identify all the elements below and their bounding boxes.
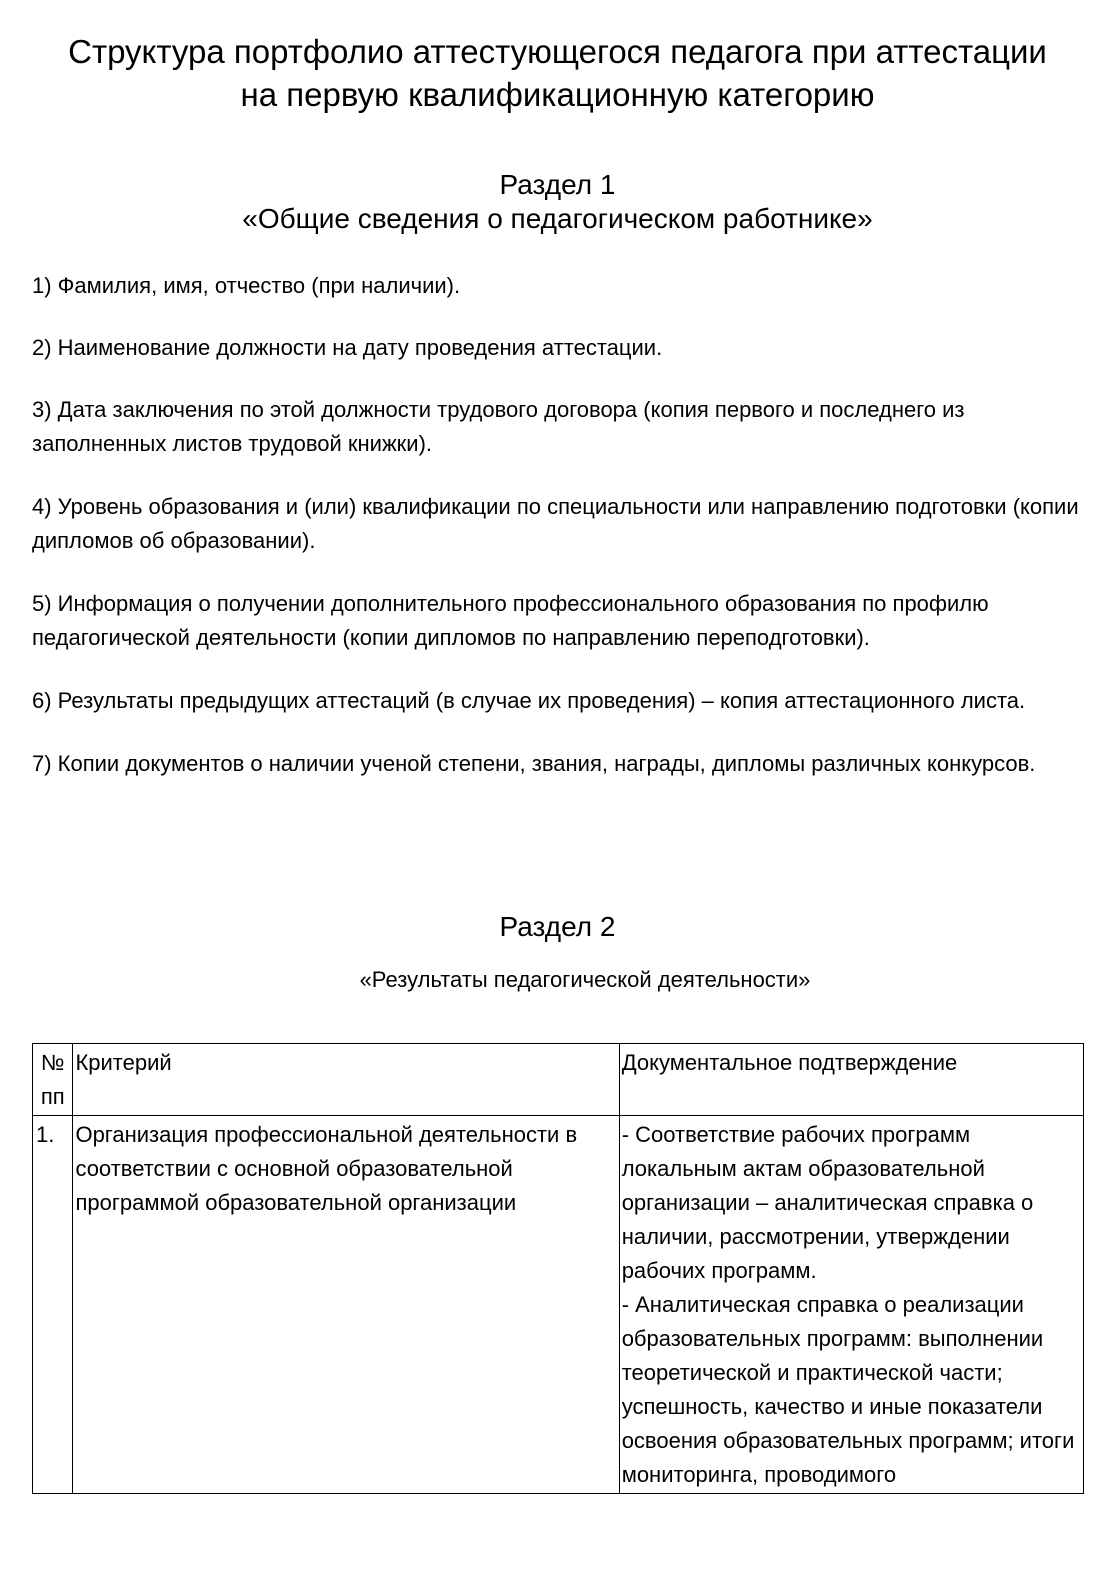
section-1-subtitle: «Общие сведения о педагогическом работнике» (242, 203, 873, 234)
section-1-title: Раздел 1 (499, 169, 616, 200)
table-row (33, 1116, 1084, 1494)
criteria-table (32, 1043, 1084, 1494)
list-item: 5) Информация о получении дополнительного профессионального образования по профилю педагогической деятельности (копии дипломов по направлению переподготовки). (32, 591, 989, 650)
row-criterion: Организация профессиональной деятельности в соответствии с основной образовательной программой образовательной организации (73, 1116, 619, 1494)
list-item: 3) Дата заключения по этой должности трудового договора (копия первого и последнего из заполненных листов трудовой книжки). (32, 397, 965, 456)
evidence-item: - Соответствие рабочих программ локальным актам образовательной организации – аналитическая справка о наличии, рассмотрении, утверждении рабочих программ. (621, 1122, 1034, 1283)
evidence-item: - Аналитическая справка о реализации образовательных программ: выполнении теоретической и практической части; успешность, качество и иные показатели освоения образовательных программ; итоги мониторинга, проводимого (621, 1292, 1075, 1487)
list-item: 6) Результаты предыдущих аттестаций (в случае их проведения) – копия аттестационного листа. (32, 688, 1026, 713)
row-evidence (619, 1116, 1083, 1494)
document-title (0, 30, 1107, 116)
list-item: 2) Наименование должности на дату проведения аттестации. (32, 335, 663, 360)
document-title-line-1: Структура портфолио аттестующегося педагога при аттестации (68, 33, 1047, 70)
document-title-line-2: на первую квалификационную категорию (240, 76, 875, 113)
header-criterion: Критерий (73, 1044, 619, 1116)
general-info-list (32, 269, 1092, 809)
section-2-title: Раздел 2 (499, 911, 616, 942)
section-2-subtitle: «Результаты педагогической деятельности» (359, 967, 811, 992)
list-item: 7) Копии документов о наличии ученой степени, звания, награды, дипломы различных конкурсов. (32, 751, 1036, 776)
header-evidence: Документальное подтверждение (619, 1044, 1083, 1116)
row-number: 1. (33, 1116, 73, 1494)
header-number: № пп (33, 1044, 73, 1116)
table-header-row (33, 1044, 1084, 1116)
list-item: 4) Уровень образования и (или) квалификации по специальности или направлению подготовки (копии дипломов об образовании). (32, 494, 1079, 553)
list-item: 1) Фамилия, имя, отчество (при наличии). (32, 273, 461, 298)
